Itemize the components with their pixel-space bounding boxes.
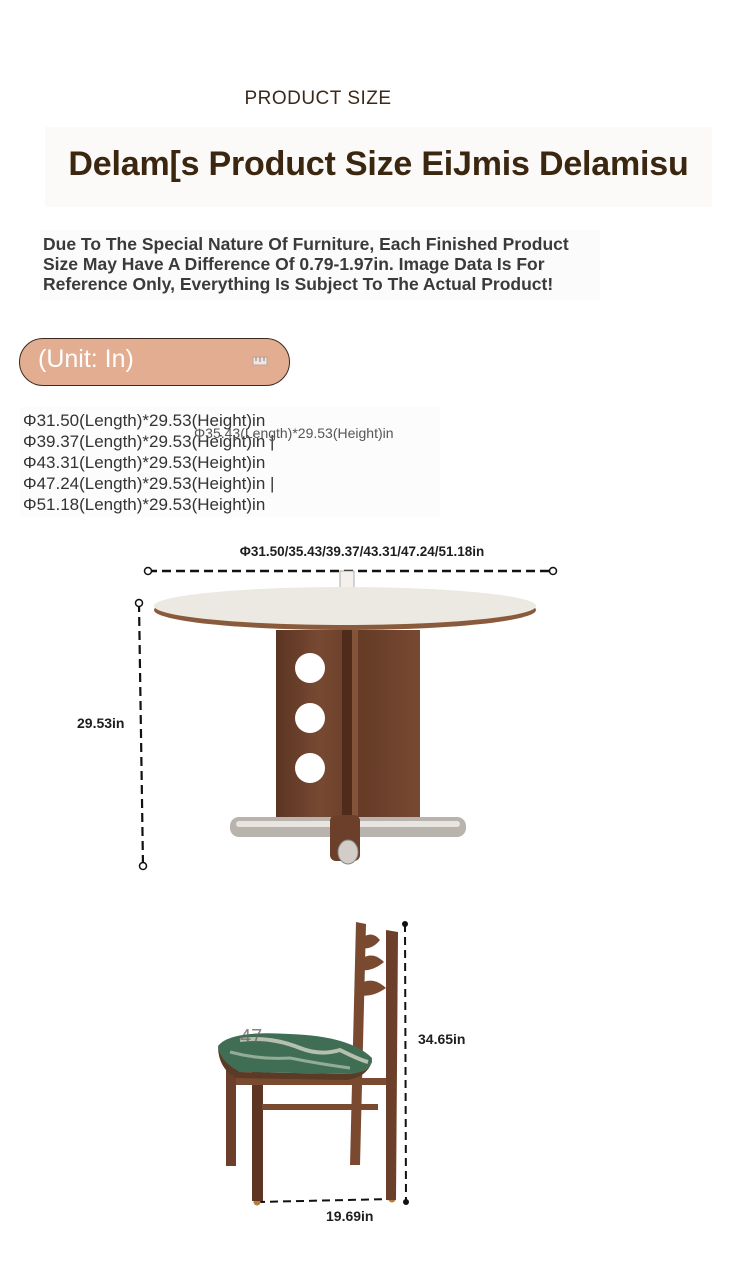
size-option-overlay: Φ35.43(Length)*29.53(Height)in <box>194 425 394 441</box>
table-diameter-label: Φ31.50/35.43/39.37/43.31/47.24/51.18in <box>239 544 485 559</box>
size-option-4: Φ47.24(Length)*29.53(Height)in | <box>23 474 275 493</box>
table-height-label: 29.53in <box>77 715 125 731</box>
chair-illustration <box>0 910 750 1230</box>
height-dimension-line <box>136 600 147 870</box>
size-notice: Due To The Special Nature Of Furniture, Each Finished Product Size May Have A Difference Of 0.79-1.97in. Image Data Is For Reference Only, Everything Is Subject To The Actual Product! <box>43 234 569 294</box>
unit-label: (Unit: In) <box>38 345 134 373</box>
chair-overlay-tag: 47 <box>240 1026 263 1048</box>
chair-height-label: 34.65in <box>418 1031 466 1047</box>
chair-width-dimension-line <box>254 1196 396 1206</box>
size-option-1: Φ31.50(Length)*29.53(Height)in <box>23 411 266 430</box>
size-option-5: Φ51.18(Length)*29.53(Height)in <box>23 495 266 514</box>
page-title: Delam[s Product Size EiJmis Delamisu <box>68 145 689 183</box>
section-kicker: PRODUCT SIZE <box>244 88 392 109</box>
ruler-icon <box>252 355 268 367</box>
chair-height-dimension-line <box>402 921 409 1205</box>
chair-width-label: 19.69in <box>326 1208 374 1224</box>
size-option-3: Φ43.31(Length)*29.53(Height)in <box>23 453 266 472</box>
size-option-2: Φ39.37(Length)*29.53(Height)in | <box>23 432 275 451</box>
